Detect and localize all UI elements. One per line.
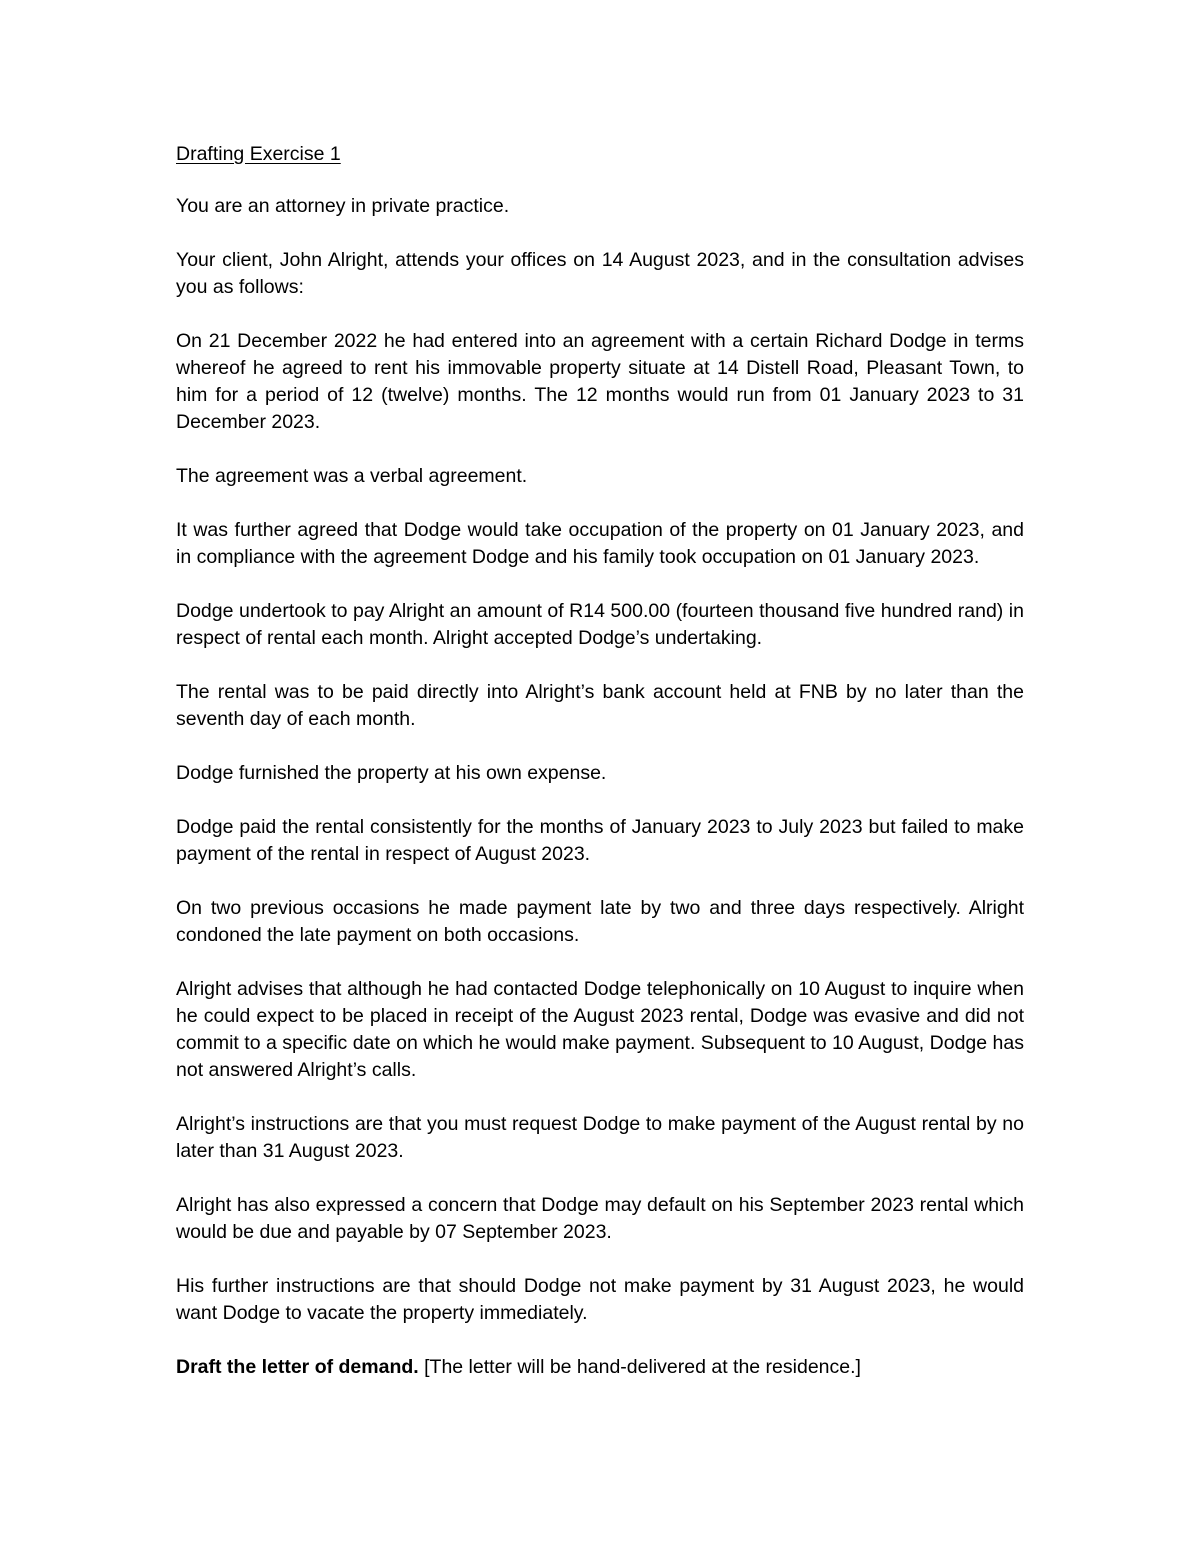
paragraph-instructions-payment: Alright’s instructions are that you must request Dodge to make payment of the August rental by no later than 31 August 2023. bbox=[176, 1113, 1024, 1162]
paragraph-payment-history: Dodge paid the rental consistently for the months of January 2023 to July 2023 but failed to make payment of the rental in respect of August 2023. bbox=[176, 816, 1024, 865]
document-title: Drafting Exercise 1 bbox=[176, 143, 341, 165]
task-instruction bbox=[176, 1354, 1024, 1381]
document-page bbox=[176, 141, 1024, 1381]
task-instruction-bold: Draft the letter of demand. bbox=[176, 1356, 419, 1378]
paragraph-agreement-terms: On 21 December 2022 he had entered into an agreement with a certain Richard Dodge in terms whereof he agreed to rent his immovable property situate at 14 Distell Road, Pleasant Town, to him for a period of 12 (twelve) months. The 12 months would run from 01 January 2023 to 31 December 2023. bbox=[176, 330, 1024, 433]
paragraph-role: You are an attorney in private practice. bbox=[176, 195, 510, 217]
paragraph-payment-method: The rental was to be paid directly into Alright’s bank account held at FNB by no later than the seventh day of each month. bbox=[176, 681, 1024, 730]
paragraph-occupation: It was further agreed that Dodge would take occupation of the property on 01 January 2023, and in compliance with the agreement Dodge and his family took occupation on 01 January 2023. bbox=[176, 519, 1024, 568]
paragraph-verbal-agreement: The agreement was a verbal agreement. bbox=[176, 465, 528, 487]
task-instruction-note: [The letter will be hand-delivered at the residence.] bbox=[418, 1356, 861, 1378]
paragraph-client-consultation: Your client, John Alright, attends your offices on 14 August 2023, and in the consultation advises you as follows: bbox=[176, 249, 1024, 298]
paragraph-september-concern: Alright has also expressed a concern that Dodge may default on his September 2023 rental which would be due and payable by 07 September 2023. bbox=[176, 1194, 1024, 1243]
paragraph-rental-amount: Dodge undertook to pay Alright an amount of R14 500.00 (fourteen thousand five hundred rand) in respect of rental each month. Alright accepted Dodge’s undertaking. bbox=[176, 600, 1024, 649]
paragraph-vacate-instructions: His further instructions are that should Dodge not make payment by 31 August 2023, he would want Dodge to vacate the property immediately. bbox=[176, 1275, 1024, 1324]
paragraph-late-payments: On two previous occasions he made payment late by two and three days respectively. Alright condoned the late payment on both occasions. bbox=[176, 897, 1024, 946]
paragraph-furnishing: Dodge furnished the property at his own expense. bbox=[176, 762, 607, 784]
paragraph-contact-attempts: Alright advises that although he had contacted Dodge telephonically on 10 August to inquire when he could expect to be placed in receipt of the August 2023 rental, Dodge was evasive and did not commit to a specific date on which he would make payment. Subsequent to 10 August, Dodge has not answered Alright’s calls. bbox=[176, 978, 1024, 1081]
